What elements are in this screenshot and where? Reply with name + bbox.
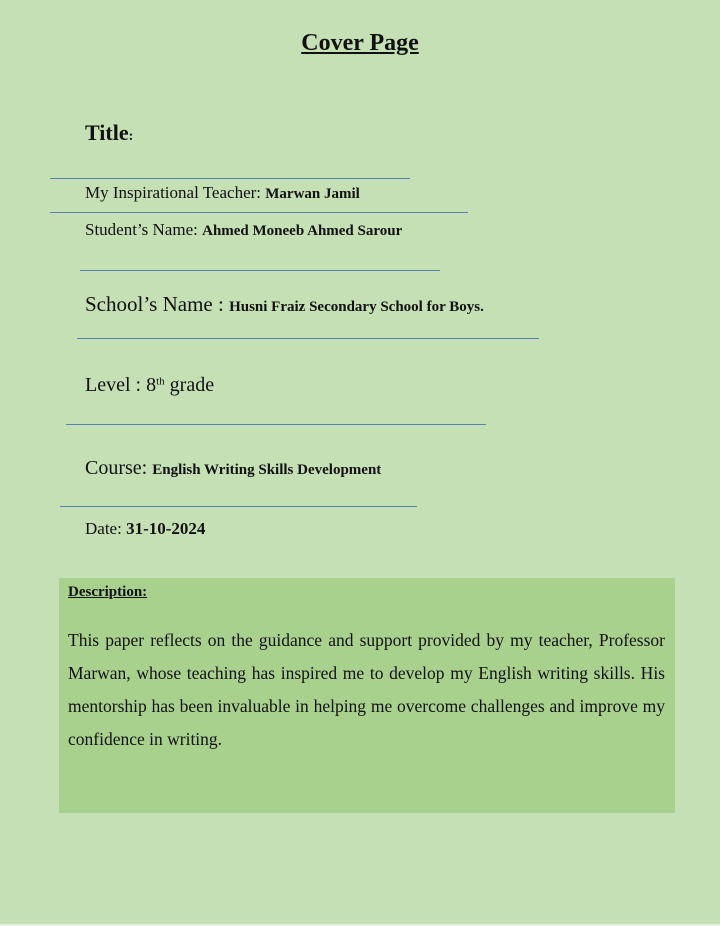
divider-line (80, 270, 440, 271)
school-value: Husni Fraiz Secondary School for Boys. (229, 299, 484, 315)
course-field (85, 457, 381, 480)
level-suffix: grade (164, 374, 215, 396)
description-text: This paper reflects on the guidance and support provided by my teacher, Professor Marwan, whose teaching has inspired me to develop my English writing skills. His mentorship has been invaluable in helping me overcome challenges and improve my confidence in writing. (68, 630, 665, 749)
course-value: English Writing Skills Development (152, 462, 382, 478)
date-value: 31-10-2024 (126, 519, 206, 538)
student-value: Ahmed Moneeb Ahmed Sarour (202, 223, 403, 239)
student-field (85, 220, 402, 240)
page-title: Cover Page (301, 30, 419, 56)
date-field (85, 519, 205, 539)
level-field (85, 374, 214, 397)
title-colon: : (128, 129, 134, 144)
teacher-value: Marwan Jamil (265, 186, 360, 202)
date-label: Date: (85, 519, 127, 538)
description-heading: Description: (68, 584, 148, 600)
level-ordinal: th (156, 375, 165, 388)
course-label: Course: (85, 457, 153, 479)
school-label: School’s Name : (85, 292, 230, 316)
divider-line (50, 212, 468, 213)
student-label: Student’s Name: (85, 220, 203, 239)
teacher-field (85, 183, 360, 203)
divider-line (50, 178, 410, 179)
description-box (59, 578, 675, 813)
level-label: Level : 8 (85, 374, 157, 396)
divider-line (60, 506, 417, 507)
title-label (85, 120, 133, 146)
school-field (85, 292, 484, 317)
title-label-text: Title (85, 120, 129, 145)
divider-line (77, 338, 539, 339)
teacher-label: My Inspirational Teacher: (85, 183, 266, 202)
divider-line (66, 424, 486, 425)
